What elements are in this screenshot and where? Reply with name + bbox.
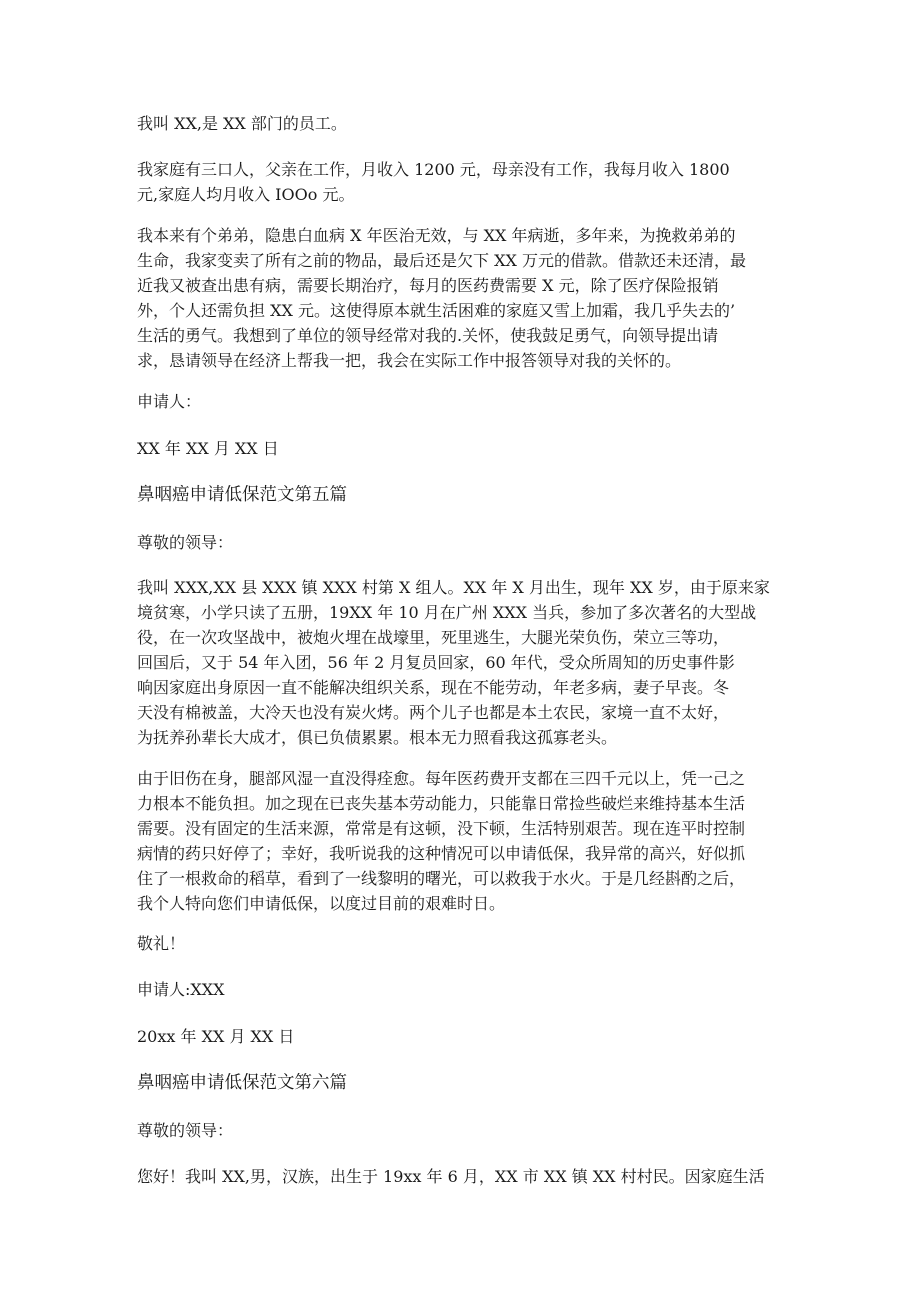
date-text: XX 年 XX 月 XX 日 <box>137 439 279 458</box>
text-line: 您好！我叫 XX,男，汉族，出生于 19xx 年 6 月，XX 市 XX 镇 XX 村村民。因家庭生活 <box>137 1167 765 1186</box>
date-line <box>137 436 797 461</box>
text-line: 为抚养孙辈长大成才，俱已负债累累。根本无力照看我这孤寡老头。 <box>137 728 618 747</box>
text-line: 响因家庭出身原因一直不能解决组织关系，现在不能劳动，年老多病，妻子早丧。冬 <box>137 678 730 697</box>
applicant-text: 申请人:XXX <box>137 980 225 999</box>
closing-5 <box>137 931 797 956</box>
text-line: 元,家庭人均月收入 IOOo 元。 <box>137 185 355 204</box>
text-line: 我叫 XXX,XX 县 XXX 镇 XXX 村第 X 组人。XX 年 X 月出生，现年 XX 岁，由于原来家 <box>137 578 770 597</box>
heading-text: 鼻咽癌申请低保范文第五篇 <box>137 485 347 505</box>
text-line: 外，个人还需负担 XX 元。这使得原本就生活困难的家庭又雪上加霜，我几乎失去的’ <box>137 301 736 320</box>
family-paragraph <box>137 157 797 207</box>
text-line: 我家庭有三口人，父亲在工作，月收入 1200 元，母亲没有工作，我每月收入 1800 <box>137 160 730 179</box>
text-line: 由于旧伤在身，腿部风湿一直没得痊愈。每年医药费开支都在三四千元以上，凭一己之 <box>137 769 746 788</box>
salutation-6 <box>137 1118 797 1143</box>
date-text: 20xx 年 XX 月 XX 日 <box>137 1027 295 1046</box>
section5-paragraph-2 <box>137 766 797 916</box>
text-line: 我叫 XX,是 XX 部门的员工。 <box>137 114 347 133</box>
text-line: 近我又被查出患有病，需要长期治疗，每月的医药费需要 X 元，除了医疗保险报销 <box>137 276 719 295</box>
text-line: 求，恳请领导在经济上帮我一把，我会在实际工作中报答领导对我的关怀的。 <box>137 351 682 370</box>
text-line: 力根本不能负担。加之现在已丧失基本劳动能力，只能靠日常捡些破烂来维持基本生活 <box>137 794 746 813</box>
text-line: 生命，我家变卖了所有之前的物品，最后还是欠下 XX 万元的借款。借款还未还清，最 <box>137 251 746 270</box>
text-line: 需要。没有固定的生活来源，常常是有这顿，没下顿，生活特别艰苦。现在连平时控制 <box>137 819 746 838</box>
date-5 <box>137 1024 797 1049</box>
intro-paragraph <box>137 111 797 136</box>
text-line: 我本来有个弟弟，隐患白血病 X 年医治无效，与 XX 年病逝，多年来，为挽救弟弟的 <box>137 226 736 245</box>
text-line: 生活的勇气。我想到了单位的领导经常对我的.关怀，使我鼓足勇气，向领导提出请 <box>137 326 719 345</box>
text-line: 天没有棉被盖，大冷天也没有炭火烤。两个儿子也都是本土农民，家境一直不太好， <box>137 703 730 722</box>
heading-text: 鼻咽癌申请低保范文第六篇 <box>137 1073 347 1093</box>
text-line: 境贫寒，小学只读了五册，19XX 年 10 月在广州 XXX 当兵，参加了多次著名的大型战 <box>137 603 757 622</box>
closing-text: 敬礼！ <box>137 934 186 953</box>
salutation-text: 尊敬的领导： <box>137 1121 234 1140</box>
text-line: 病情的药只好停了；幸好，我听说我的这种情况可以申请低保，我异常的高兴，好似抓 <box>137 844 746 863</box>
story-paragraph <box>137 223 797 373</box>
applicant-line <box>137 389 797 414</box>
applicant-5 <box>137 977 797 1002</box>
applicant-label: 申请人： <box>137 392 202 411</box>
text-line: 回国后，又于 54 年入团，56 年 2 月复员回家，60 年代，受众所周知的历史事件影 <box>137 653 735 672</box>
salutation-5 <box>137 530 797 555</box>
section-heading-6 <box>137 1071 797 1096</box>
salutation-text: 尊敬的领导： <box>137 533 234 552</box>
section6-paragraph-1 <box>137 1164 797 1189</box>
text-line: 役，在一次攻坚战中，被炮火埋在战壕里，死里逃生，大腿光荣负伤，荣立三等功， <box>137 628 730 647</box>
text-line: 我个人特向您们申请低保，以度过目前的艰难时日。 <box>137 894 506 913</box>
section5-paragraph-1 <box>137 575 797 750</box>
text-line: 住了一根救命的稻草，看到了一线黎明的曙光，可以救我于水火。于是几经斟酌之后， <box>137 869 746 888</box>
section-heading-5 <box>137 483 797 508</box>
